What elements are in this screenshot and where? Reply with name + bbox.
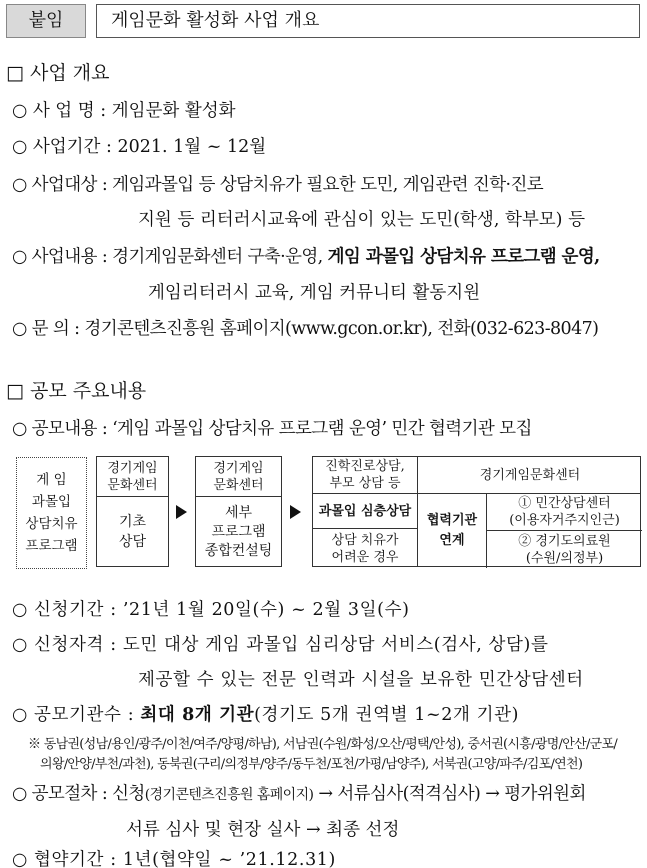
center3-title: 경기게임문화센터	[479, 467, 581, 483]
partner1-cell	[487, 494, 642, 530]
partner2-name: ② 경기도의료원	[518, 533, 611, 549]
agency-count-suffix: (경기도 5개 권역별 1~2개 기관)	[254, 705, 520, 725]
item-qualification: ○ 신청자격 : 도민 대상 게임 과몰입 심리상담 서비스(검사, 상담)를	[12, 635, 549, 655]
item-agency-count	[12, 701, 519, 726]
item-target: ○ 사업대상 : 게임과몰입 등 상담치유가 필요한 도민, 게임관련 진학·진로	[12, 175, 544, 195]
partner2-cell	[487, 531, 642, 568]
item-agreement-period: ○ 협약기간 : 1년(협약일 ~ ’21.12.31)	[12, 850, 336, 868]
col3-bottom: 상담 치유가 어려운 경우	[331, 532, 399, 565]
center1-body: 기초 상담	[118, 514, 147, 550]
section-heading-overview: □ 사업 개요	[6, 62, 110, 84]
center2-title: 경기게임 문화센터	[213, 460, 264, 493]
flow-arrow-icon	[290, 505, 301, 519]
region-note-line1: ※ 동남권(성남/용인/광주/이천/여주/양평/하남), 서남권(수원/화성/오산/평택/안성), 중서권(시흥/광명/안산/군포/	[28, 737, 618, 752]
item-content-prefix: ○ 사업내용 : 경기게임문화센터 구축·운영,	[12, 247, 328, 267]
item-apply-period: ○ 신청기간 : ’21년 1월 20일(수) ~ 2월 3일(수)	[12, 600, 410, 620]
procedure-small: (경기콘텐츠진흥원 홈페이지)	[144, 787, 314, 803]
item-content-bold: 게임 과몰입 상담치유 프로그램 운영,	[327, 247, 600, 267]
item-content	[12, 243, 600, 268]
attachment-tag: 붙임	[6, 4, 86, 38]
partner1-name: ① 민간상담센터	[518, 496, 611, 511]
center1-box	[96, 456, 169, 567]
item-procedure-cont: 서류 심사 및 현장 실사 → 최종 선정	[126, 820, 400, 840]
item-procedure	[12, 780, 586, 805]
link-label: 협력기관 연계	[426, 513, 478, 548]
col3-mid: 과몰입 심층상담	[318, 503, 412, 519]
item-project-name: ○ 사 업 명 : 게임문화 활성화	[12, 101, 236, 121]
item-contact: ○ 문 의 : 경기콘텐츠진흥원 홈페이지(www.gcon.or.kr), 전화(032-623-8047)	[12, 319, 599, 339]
item-project-period: ○ 사업기간 : 2021. 1월 ~ 12월	[12, 137, 267, 157]
center1-title: 경기게임 문화센터	[107, 460, 158, 493]
col3-title: 진학진로상담, 부모 상담 등	[325, 459, 405, 491]
agency-count-bold: 최대 8개 기관	[140, 705, 255, 725]
center2-body: 세부 프로그램 종합컨설팅	[204, 504, 273, 559]
program-label: 게 임 과몰입 상담치유 프로그램	[25, 472, 78, 554]
region-note-line2: 의왕/안양/부천/과천), 동북권(구리/의정부/양주/동두천/포천/가평/남양주), 서북권(고양/파주/김포/연천)	[40, 757, 583, 772]
item-target-cont: 지원 등 리터러시교육에 관심이 있는 도민(학생, 학부모) 등	[138, 210, 585, 230]
services-table	[312, 456, 641, 567]
partner1-sub: (이용자거주지인근)	[509, 513, 620, 528]
flow-arrow-icon	[176, 505, 187, 519]
procedure-prefix: ○ 공모절차 : 신청	[12, 784, 145, 804]
section-heading-recruitment: □ 공모 주요내용	[6, 380, 147, 402]
item-qualification-cont: 제공할 수 있는 전문 인력과 시설을 보유한 민간상담센터	[138, 670, 584, 690]
document-title: 게임문화 활성화 사업 개요	[96, 4, 640, 38]
item-recruit-content: ○ 공모내용 : ‘게임 과몰입 상담치유 프로그램 운영’ 민간 협력기관 모집	[12, 419, 532, 439]
program-box	[16, 457, 87, 569]
agency-count-prefix: ○ 공모기관수 :	[12, 705, 141, 725]
procedure-suffix: → 서류심사(적격심사) → 평가위원회	[313, 784, 586, 804]
partner2-sub: (수원/의정부)	[525, 550, 604, 566]
item-content-cont: 게임리터러시 교육, 게임 커뮤니티 활동지원	[148, 283, 481, 303]
center2-box	[195, 456, 282, 567]
